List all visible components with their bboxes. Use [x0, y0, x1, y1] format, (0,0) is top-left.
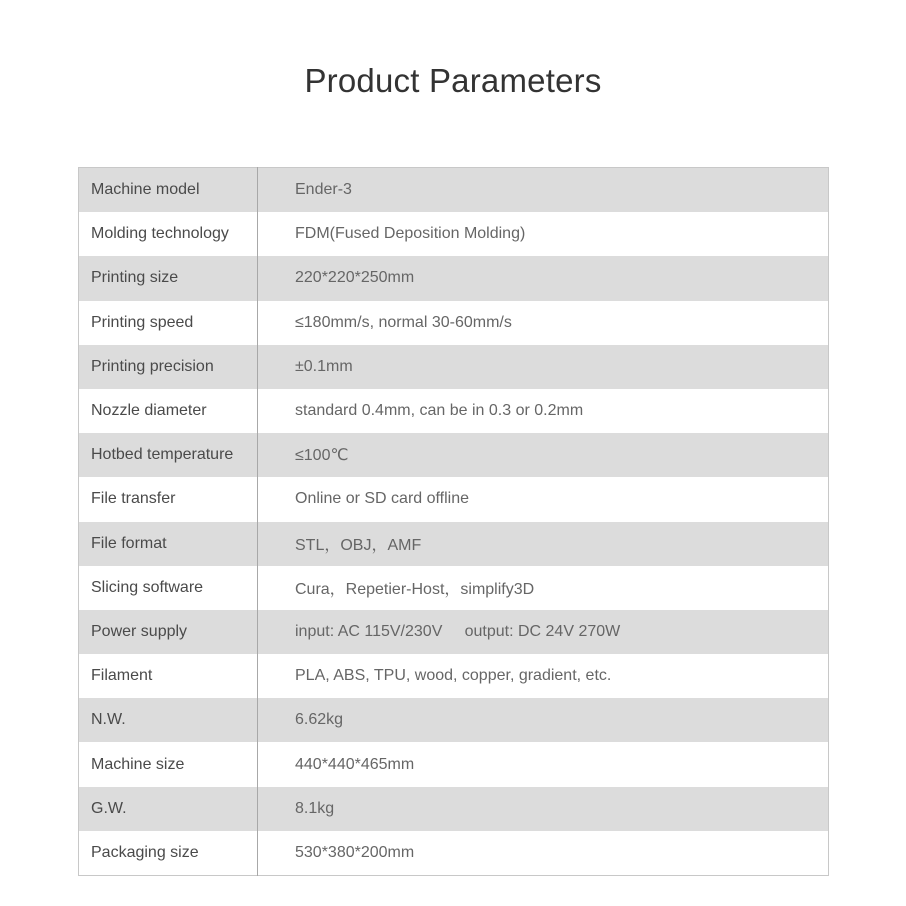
parameter-label: Printing size: [79, 256, 258, 300]
product-parameters-table: [78, 167, 829, 876]
parameter-label: Molding technology: [79, 212, 258, 256]
parameter-label: Machine size: [79, 742, 258, 786]
parameter-label: Printing speed: [79, 301, 258, 345]
table-row: [79, 522, 829, 566]
parameter-label: Packaging size: [79, 831, 258, 876]
table-row: [79, 831, 829, 876]
table-row: [79, 787, 829, 831]
parameter-label: Filament: [79, 654, 258, 698]
parameter-label: Nozzle diameter: [79, 389, 258, 433]
table-row: [79, 742, 829, 786]
parameter-label: File format: [79, 522, 258, 566]
parameter-label: Printing precision: [79, 345, 258, 389]
parameter-label: G.W.: [79, 787, 258, 831]
parameter-label: Hotbed temperature: [79, 433, 258, 477]
parameter-value: 8.1kg: [258, 787, 829, 831]
parameter-value: Cura，Repetier-Host，simplify3D: [295, 581, 535, 599]
table-row: [79, 610, 829, 654]
table-row: [79, 433, 829, 477]
parameter-value: 6.62kg: [258, 698, 829, 742]
table-row: [79, 168, 829, 213]
table-row: [79, 654, 829, 698]
table-row: [79, 256, 829, 300]
table-row: [79, 389, 829, 433]
parameter-value: input: AC 115V/230V output: DC 24V 270W: [258, 610, 829, 654]
table-row: [79, 345, 829, 389]
page-title: Product Parameters: [304, 62, 602, 99]
parameter-value: standard 0.4mm, can be in 0.3 or 0.2mm: [295, 402, 584, 420]
parameter-label: Machine model: [79, 168, 258, 213]
parameter-value: Ender-3: [258, 168, 829, 213]
parameter-value: 440*440*465mm: [295, 755, 415, 773]
table-row: [79, 698, 829, 742]
table-row: [79, 477, 829, 521]
parameter-label: Power supply: [79, 610, 258, 654]
parameter-value: ≤100℃: [258, 433, 829, 477]
parameter-value: 530*380*200mm: [295, 843, 415, 861]
table-row: [79, 301, 829, 345]
parameter-label: File transfer: [79, 477, 258, 521]
parameter-value: PLA, ABS, TPU, wood, copper, gradient, etc.: [295, 667, 612, 685]
parameters-table-body: [79, 168, 829, 876]
parameter-label: N.W.: [79, 698, 258, 742]
parameter-value: ±0.1mm: [258, 345, 829, 389]
parameter-value: Online or SD card offline: [295, 490, 470, 508]
parameter-value: STL，OBJ，AMF: [258, 522, 829, 566]
parameter-value: ≤180mm/s, normal 30-60mm/s: [295, 313, 512, 331]
table-row: [79, 566, 829, 610]
parameter-value: 220*220*250mm: [258, 256, 829, 300]
table-row: [79, 212, 829, 256]
parameter-label: Slicing software: [79, 566, 258, 610]
parameter-value: FDM(Fused Deposition Molding): [295, 225, 526, 243]
